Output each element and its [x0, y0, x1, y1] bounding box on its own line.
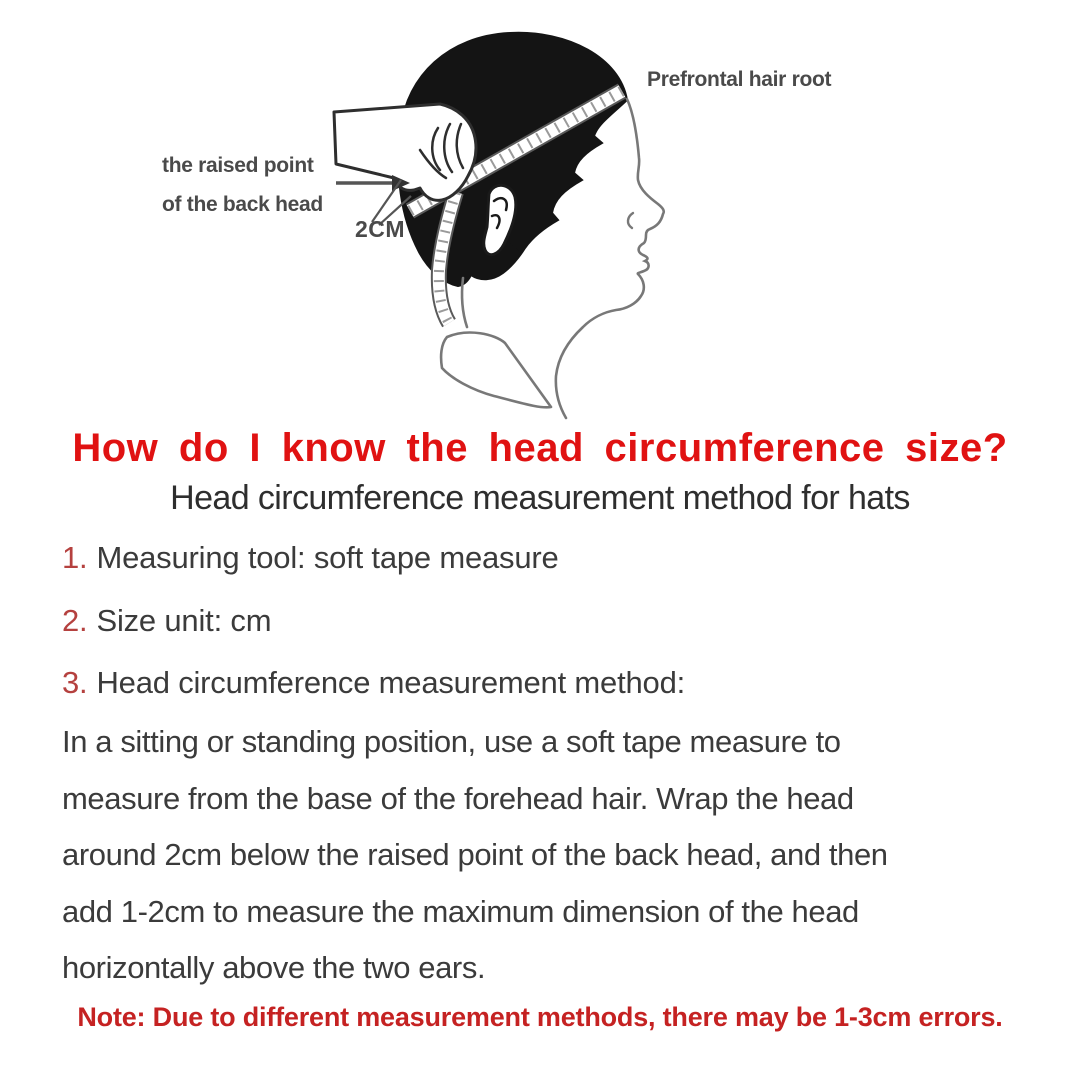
raised-point-label	[162, 146, 323, 224]
raised-point-label-line1: the raised point	[162, 154, 314, 177]
paragraph-line: around 2cm below the raised point of the back head, and then	[62, 837, 888, 872]
page-subtitle: Head circumference measurement method for hats	[170, 479, 910, 517]
neck-back-line	[462, 278, 467, 327]
method-paragraph	[62, 714, 888, 997]
list-item-number: 2.	[62, 602, 88, 638]
list-item-text: Head circumference measurement method:	[96, 665, 686, 700]
page-title: How do I know the head circumference size?	[72, 426, 1008, 470]
list-item-number: 1.	[62, 540, 88, 575]
paragraph-line: In a sitting or standing position, use a soft tape measure to	[62, 724, 841, 759]
list-item-number: 3.	[62, 665, 88, 700]
list-item	[62, 527, 685, 590]
hand-holding-tape	[334, 104, 476, 200]
list-item	[62, 652, 685, 715]
instruction-list	[62, 527, 685, 715]
list-item-text: Measuring tool: soft tape measure	[96, 540, 559, 575]
raised-point-label-line2: of the back head	[162, 193, 323, 216]
list-item	[62, 590, 685, 653]
prefrontal-hair-root-label: Prefrontal hair root	[647, 68, 832, 91]
paragraph-line: horizontally above the two ears.	[62, 950, 486, 985]
error-note: Note: Due to different measurement methods, there may be 1-3cm errors.	[77, 1002, 1003, 1032]
paragraph-line: measure from the base of the forehead hair. Wrap the head	[62, 780, 854, 816]
two-cm-gap-label: 2CM	[355, 216, 406, 242]
collar-shape	[441, 333, 551, 408]
list-item-text: Size unit: cm	[96, 602, 272, 638]
nostril-line	[628, 213, 633, 228]
head-diagram	[0, 0, 1080, 430]
paragraph-line: add 1-2cm to measure the maximum dimension of the head	[62, 893, 859, 929]
